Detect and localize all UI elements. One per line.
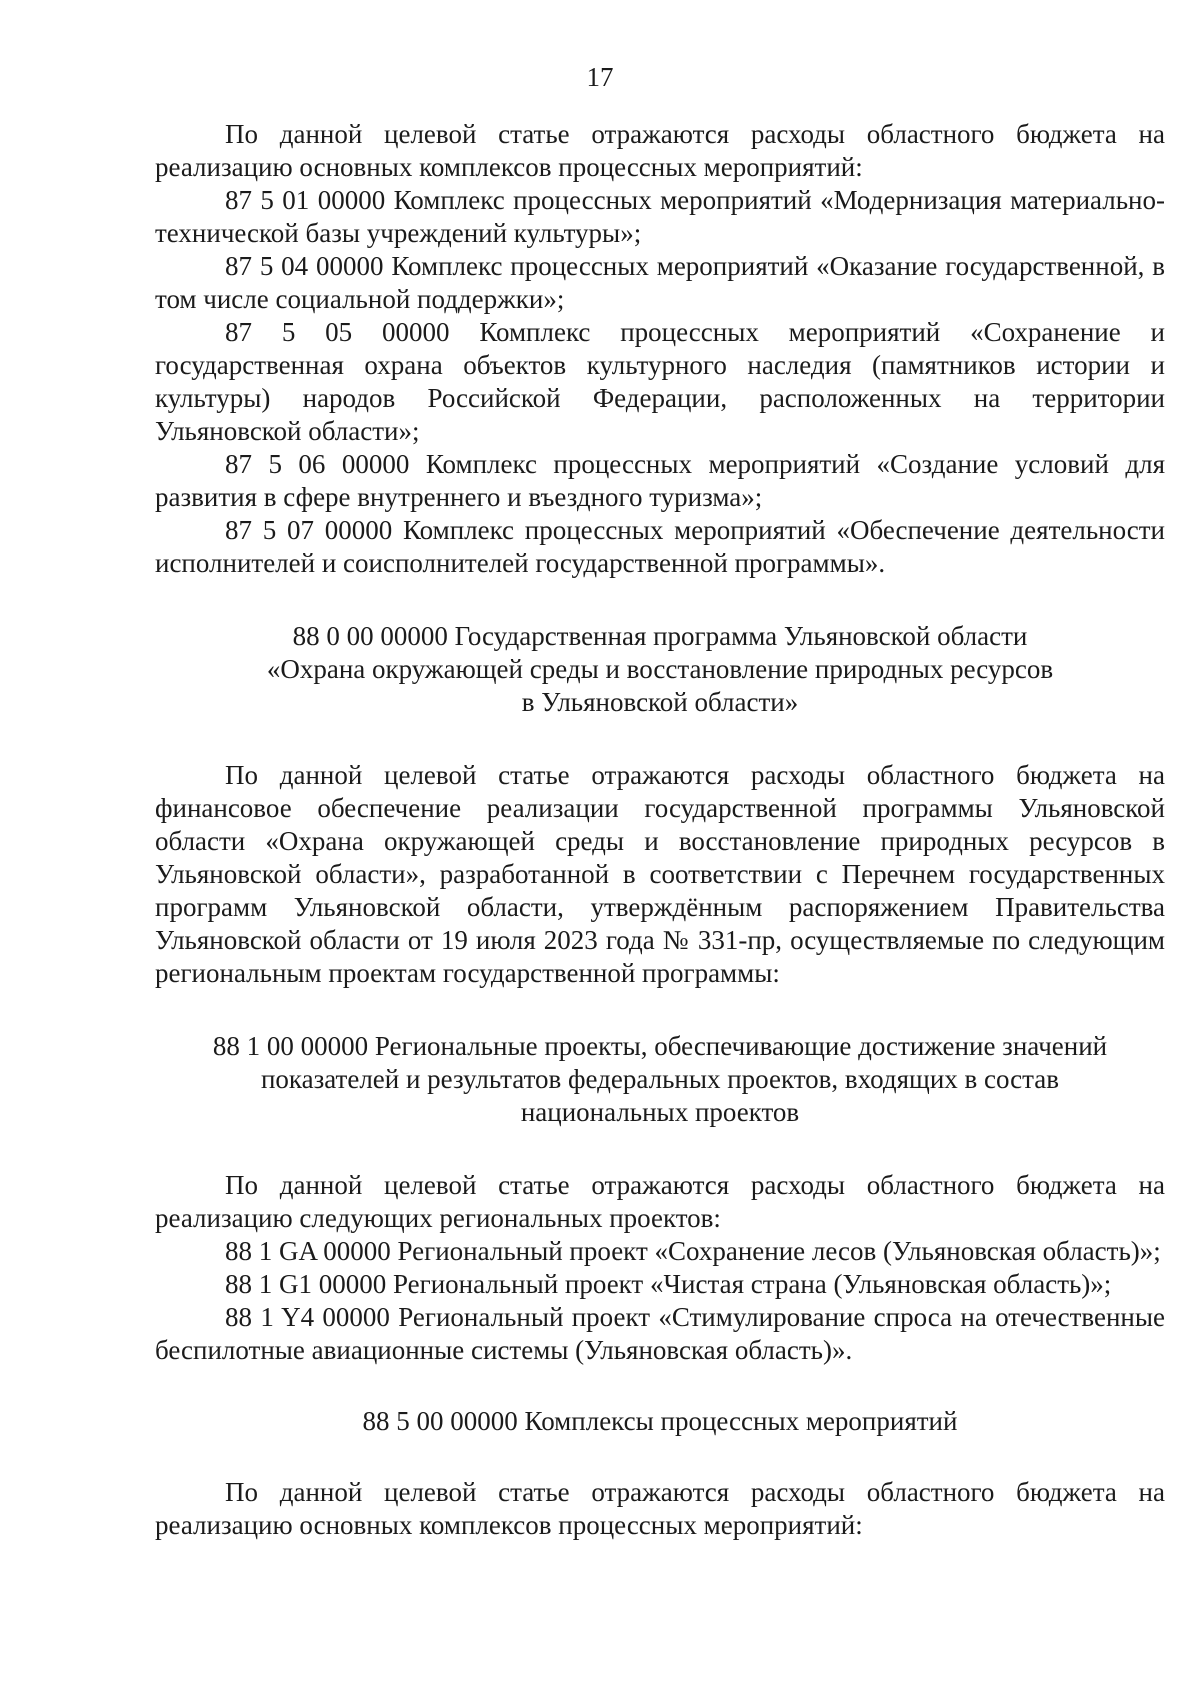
paragraph-intro-complexes: По данной целевой статье отражаются расходы областного бюджета на реализацию основных комплексов процессных мероприятий: bbox=[155, 1477, 1165, 1540]
document-body bbox=[155, 118, 1165, 1542]
section-heading-88-5 bbox=[155, 1405, 1165, 1438]
paragraph-intro-regional: По данной целевой статье отражаются расходы областного бюджета на реализацию следующих региональных проектов: bbox=[155, 1170, 1165, 1233]
paragraph-88-1-Y4: 88 1 Y4 00000 Региональный проект «Стимулирование спроса на отечественные беспилотные авиационные системы (Ульяновская область)». bbox=[155, 1302, 1165, 1365]
paragraph-intro-culture: По данной целевой статье отражаются расходы областного бюджета на реализацию основных комплексов процессных мероприятий: bbox=[155, 119, 1165, 182]
section-heading-88-0 bbox=[155, 620, 1165, 719]
paragraph-87-5-04: 87 5 04 00000 Комплекс процессных мероприятий «Оказание государственной, в том числе социальной поддержки»; bbox=[155, 251, 1165, 314]
paragraph-87-5-01: 87 5 01 00000 Комплекс процессных мероприятий «Модернизация материально-технической базы учреждений культуры»; bbox=[155, 185, 1165, 248]
heading-line: 88 0 00 00000 Государственная программа Ульяновской области bbox=[292, 621, 1028, 651]
paragraph-program-description: По данной целевой статье отражаются расходы областного бюджета на финансовое обеспечение реализации государственной программы Ульяновской области «Охрана окружающей среды и восстановление природных ресурсов в Ульяновской области», разработанной в соответствии с Перечнем государственных программ Ульяновской области, утверждённым распоряжением Правительства Ульяновской области от 19 июля 2023 года № 331-пр, осуществляемые по следующим региональным проектам государственной программы: bbox=[155, 760, 1165, 988]
heading-line: «Охрана окружающей среды и восстановление природных ресурсов bbox=[266, 654, 1054, 684]
heading-line: показателей и результатов федеральных проектов, входящих в состав bbox=[260, 1064, 1060, 1094]
paragraph-87-5-07: 87 5 07 00000 Комплекс процессных мероприятий «Обеспечение деятельности исполнителей и соисполнителей государственной программы». bbox=[155, 515, 1165, 578]
paragraph-88-1-G1: 88 1 G1 00000 Региональный проект «Чистая страна (Ульяновская область)»; bbox=[225, 1269, 1112, 1299]
page-number: 17 bbox=[586, 62, 614, 92]
paragraph-87-5-05: 87 5 05 00000 Комплекс процессных мероприятий «Сохранение и государственная охрана объектов культурного наследия (памятников истории и культуры) народов Российской Федерации, расположенных на территории Ульяновской области»; bbox=[155, 317, 1165, 446]
heading-line: 88 1 00 00000 Региональные проекты, обеспечивающие достижение значений bbox=[212, 1031, 1108, 1061]
section-heading-88-1 bbox=[155, 1030, 1165, 1129]
heading-line: национальных проектов bbox=[520, 1097, 800, 1127]
heading-line: 88 5 00 00000 Комплексы процессных мероприятий bbox=[362, 1406, 958, 1436]
paragraph-87-5-06: 87 5 06 00000 Комплекс процессных мероприятий «Создание условий для развития в сфере внутреннего и въездного туризма»; bbox=[155, 449, 1165, 512]
paragraph-88-1-GA: 88 1 GA 00000 Региональный проект «Сохранение лесов (Ульяновская область)»; bbox=[225, 1236, 1161, 1266]
heading-line: в Ульяновской области» bbox=[521, 687, 799, 717]
